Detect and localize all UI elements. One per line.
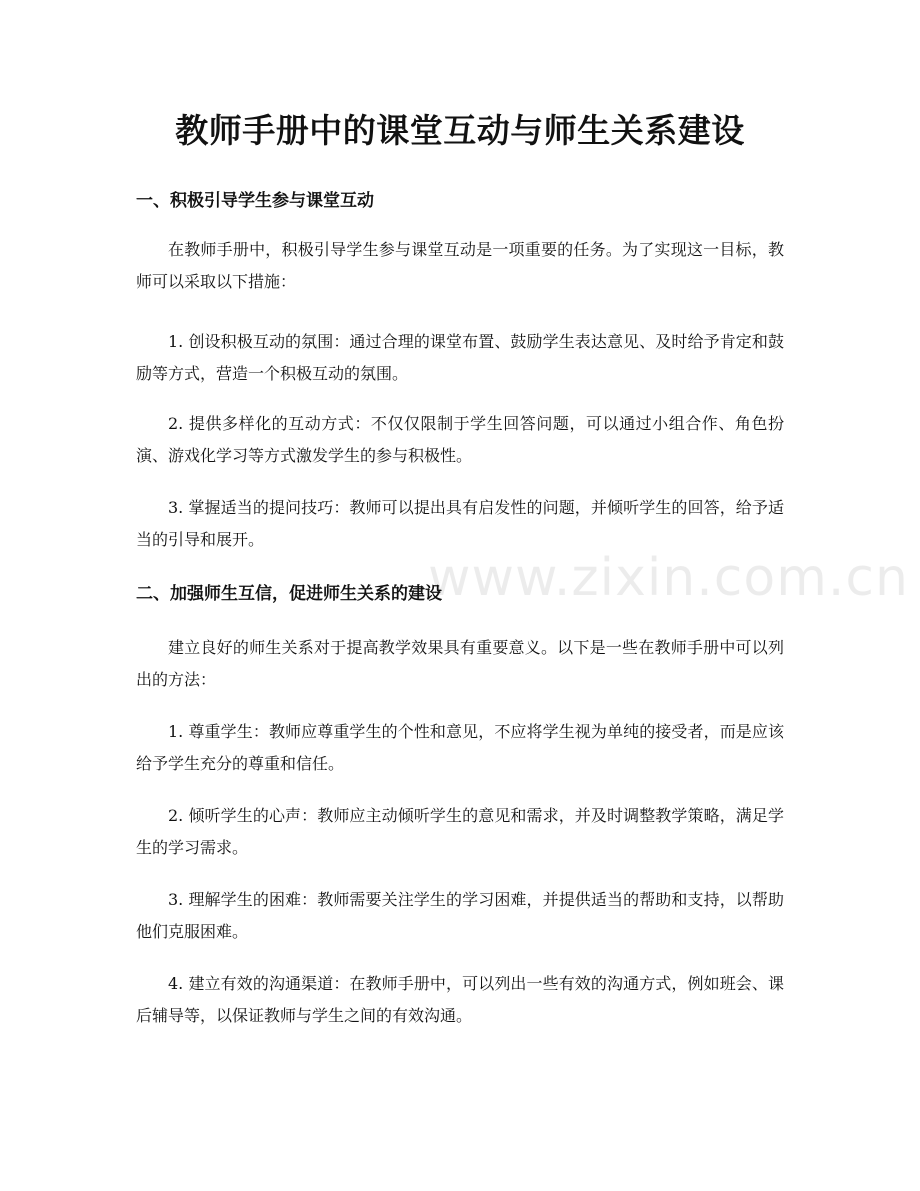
list-item-2-1: 1. 尊重学生：教师应尊重学生的个性和意见，不应将学生视为单纯的接受者，而是应该给予学生充分的尊重和信任。 [136, 722, 784, 773]
document-title: 教师手册中的课堂互动与师生关系建设 [175, 111, 745, 150]
section-heading-1: 一、积极引导学生参与课堂互动 [136, 191, 374, 211]
paragraph-intro-2: 建立良好的师生关系对于提高教学效果具有重要意义。以下是一些在教师手册中可以列出的方法： [136, 638, 784, 689]
list-item-1-1: 1. 创设积极互动的氛围：通过合理的课堂布置、鼓励学生表达意见、及时给予肯定和鼓励等方式，营造一个积极互动的氛围。 [136, 332, 784, 383]
section-heading-2: 二、加强师生互信，促进师生关系的建设 [136, 584, 442, 604]
list-item-2-2: 2. 倾听学生的心声：教师应主动倾听学生的意见和需求，并及时调整教学策略，满足学生的学习需求。 [136, 806, 784, 857]
watermark: www.zixin.com.cn [428, 548, 909, 608]
list-item-2-3: 3. 理解学生的困难：教师需要关注学生的学习困难，并提供适当的帮助和支持，以帮助他们克服困难。 [136, 890, 784, 941]
paragraph-intro-1: 在教师手册中，积极引导学生参与课堂互动是一项重要的任务。为了实现这一目标，教师可以采取以下措施： [136, 240, 784, 291]
list-item-1-3: 3. 掌握适当的提问技巧：教师可以提出具有启发性的问题，并倾听学生的回答，给予适当的引导和展开。 [136, 498, 784, 549]
list-item-1-2: 2. 提供多样化的互动方式：不仅仅限制于学生回答问题，可以通过小组合作、角色扮演、游戏化学习等方式激发学生的参与积极性。 [136, 414, 784, 465]
list-item-2-4: 4. 建立有效的沟通渠道：在教师手册中，可以列出一些有效的沟通方式，例如班会、课后辅导等，以保证教师与学生之间的有效沟通。 [136, 974, 784, 1025]
